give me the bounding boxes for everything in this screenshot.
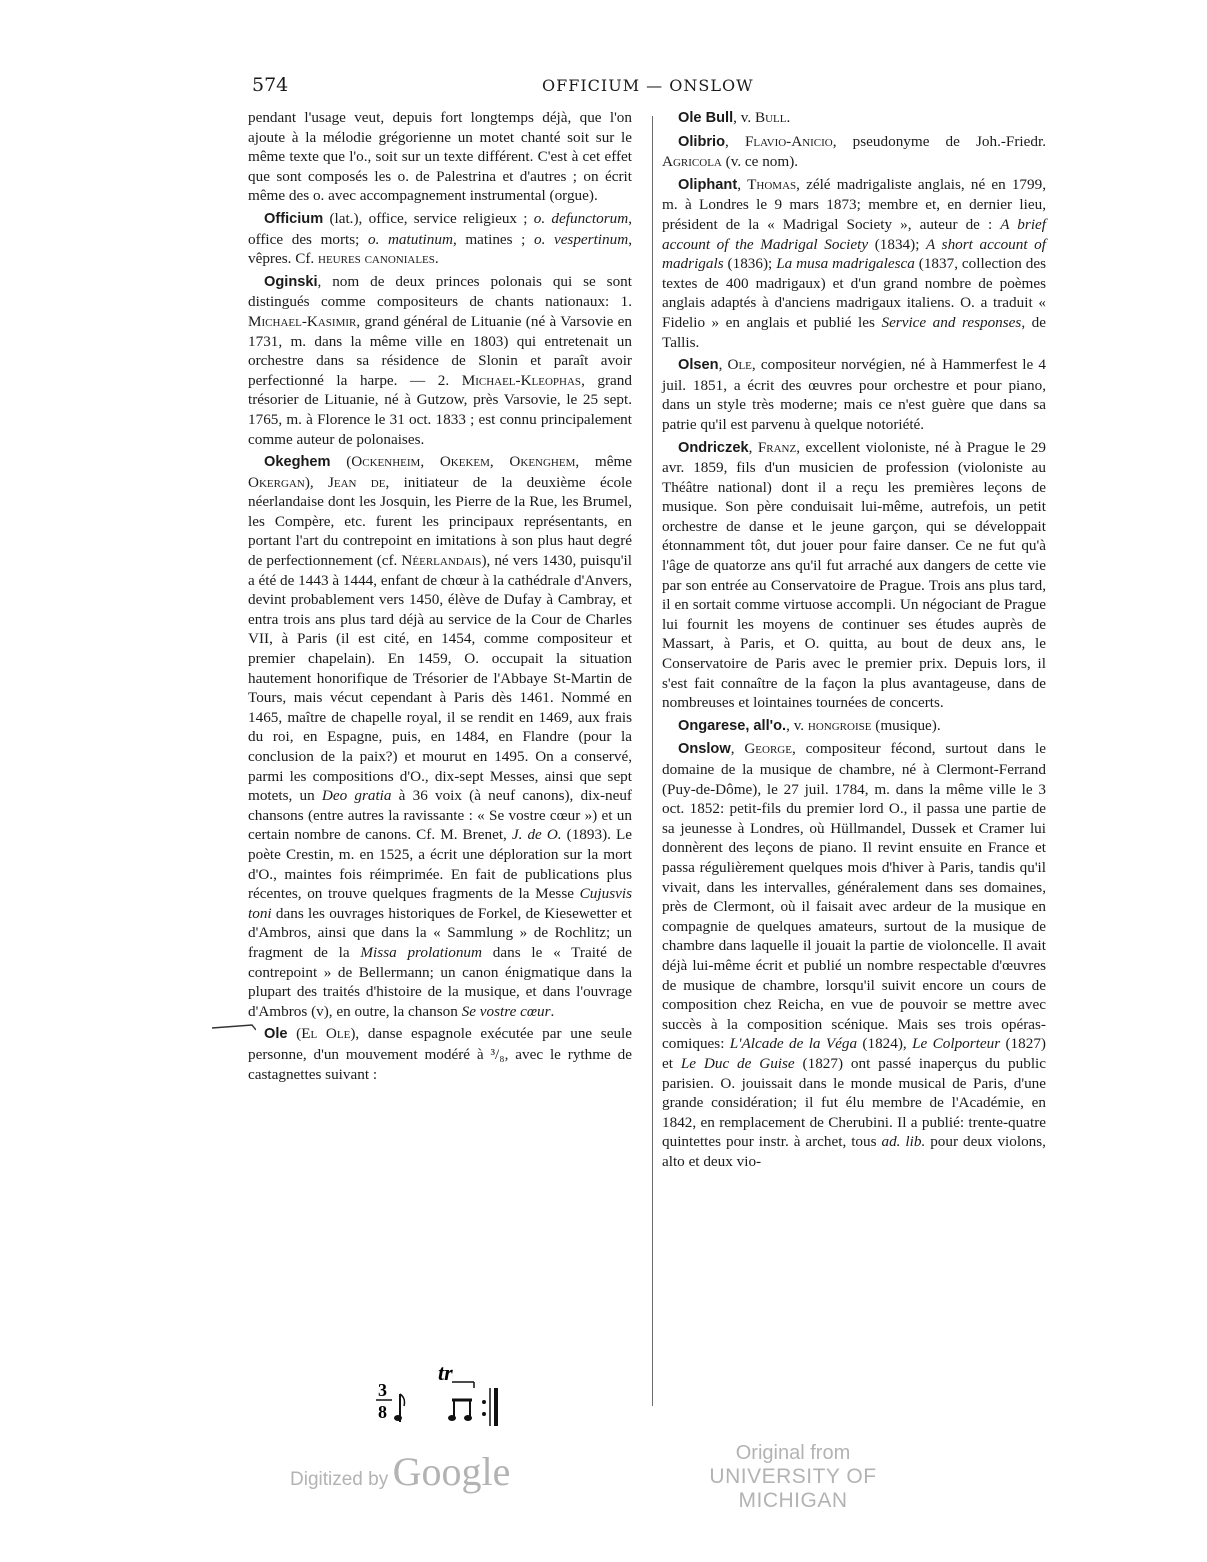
entry-ole-bull xyxy=(662,108,1046,129)
entry-name: El Ole xyxy=(301,1025,351,1043)
entry-text: ), xyxy=(304,473,328,491)
time-signature-denominator: 8 xyxy=(378,1402,387,1422)
headword: Ongarese, all'o. xyxy=(678,717,787,734)
entry-text: , xyxy=(725,132,745,150)
headword: Olibrio xyxy=(678,133,726,150)
entry-okeghem xyxy=(248,452,632,1021)
entry-text: , excellent violoniste, né à Prague le 29 avr. 1859, fils d'un musicien de profession (violoniste au Théâtre national) dont il a reçu les premières leçons de musique. Son père conduisait lui-même, autrefois, un petit orchestre de danse et le jeune garçon, qui se développait étonnamment tôt, dut jouer pour faire danser. Ce ne fut qu'à l'âge de quatorze ans qu'il fut arraché aux dangers de cette vie par son entrée au Conservatoire de Prague. Trois ans plus tard, il en sortait comme virtuose accompli. Un négociant de Prague lui fournit les moyens de continuer ses études auprès de Massart, à Paris, et O. quitta, au bout de deux ans, le Conservatoire de Paris avec le premier prix. Depuis lors, il s'est fait connaître de la façon la plus avantageuse, dans de nombreuses et lointaines tournées de concerts. xyxy=(662,438,1046,712)
entry-italic: Service and responses xyxy=(881,313,1022,331)
entry-text: ), né vers 1430, puisqu'il a été de 1443 à 1444, enfant de chœur à la cathédrale d'Anvers, devint probablement vers 1450, élève de Dufay à Cambray, et entra trois ans plus tard déjà au service de la Cour de Charles VII, à Paris (il est cité, en 1454, comme compositeur et premier chapelain). En 1459, O. occupait la situation hautement honorifique de Trésorier de l'Abbaye St-Martin de Tours, mais vécut cependant à Paris dès 1461. Nommé en 1465, maître de chapelle royal, il se rendit en 1469, aux frais du roi, en Espagne, puis, en 1484, en Flandre (pour la conclusion de la paix?) et mourut en 1495. On a conservé, parmi les compositions d'O., dix-sept Messes, ainsi que sept motets, un xyxy=(248,552,632,805)
entry-text: (1836); xyxy=(723,255,777,273)
entry-name: Michael-Kasimir xyxy=(248,312,357,330)
entry-text: , nom de deux princes polonais qui se sont distingués comme compositeurs de chants nationaux: 1. xyxy=(248,272,632,311)
google-wordmark: Google xyxy=(392,1449,511,1494)
cross-reference: heures canoniales xyxy=(318,250,435,268)
entry-italic: o. matutinum xyxy=(367,230,453,248)
entry-text: , v. xyxy=(733,109,755,126)
entry-text: , avec le rythme de castagnettes suivant : xyxy=(248,1045,632,1083)
entry-text: , grand général de Lituanie (né à Varsovie en 1731, m. dans la même ville en 1803) qui entretenait un orchestre dans sa résidence de Slonin et paraît avoir perfectionné la harpe. — 2. xyxy=(248,312,632,389)
note-head xyxy=(464,1415,472,1421)
entry-italic: Cujusvis toni xyxy=(248,885,632,922)
entry-text: , compositeur fécond, surtout dans le domaine de la musique de chambre, né à Clermont-Ferrand (Puy-de-Dôme), le 27 juil. 1784, m. dans la même ville le 3 oct. 1852: petit-fils du premier lord O., il passa une partie de sa jeunesse à Londres, où Hüllmandel, Dussek et Cramer lui donnèrent des leçons de piano. Il revint ensuite en France et passa régulièrement quelques mois d'hiver à Paris, tandis qu'il vivait, dans les intervalles, généralement dans ses domaines, près de Clermont, où il faisait avec ardeur de la musique en compagnie de quelques amateurs, surtout de la musique de chambre dans laquelle il jouait la partie de violoncelle. Il avait déjà lui-même écrit et publié un nombre respectable d'œuvres de musique de chambre, lorsqu'il suivit encore un cours de composition chez Reicha, en vue de pouvoir se mettre avec succès à la composition scénique. Mais ses trois opéras-comiques: xyxy=(662,740,1046,1053)
entry-text: , grand trésorier de Lituanie, né à Gutzow, près Varsovie, le 25 sept. 1765, m. à Florence le 31 oct. 1833 ; est connu principalement comme auteur de polonaises. xyxy=(248,371,632,448)
watermark-digitized-label: Digitized by xyxy=(290,1469,389,1490)
entry-text: . xyxy=(550,1002,555,1020)
page-number: 574 xyxy=(252,74,289,96)
entry-olsen xyxy=(662,355,1046,434)
entry-italic: Deo gratia xyxy=(321,787,392,805)
entry-italic: Le Duc de Guise xyxy=(680,1054,795,1072)
entry-onslow xyxy=(662,739,1046,1171)
entry-italic: o. vespertinum xyxy=(533,230,629,248)
entry-text: (1893). Le poète Crestin, m. en 1525, a écrit une déploration sur la mort d'O., maintes fois réimprimée. En fait de publications plus récentes, on trouve quelques fragments de la Messe xyxy=(248,826,632,903)
entry-text: (1827) et xyxy=(662,1035,1046,1072)
entry-text: (v. ce nom). xyxy=(721,153,799,171)
entry-text: (musique). xyxy=(871,716,941,734)
entry-text: . xyxy=(434,250,439,268)
entry-italic: o. defunctorum xyxy=(533,209,629,227)
entry-name: Ole xyxy=(727,356,752,374)
entry-name: Michael-Kleophas xyxy=(461,371,582,389)
repeat-dot xyxy=(482,1400,486,1404)
entry-text: , v. xyxy=(786,716,808,734)
entry-name: Thomas xyxy=(747,175,797,193)
margin-pencil-mark xyxy=(212,1018,256,1032)
headword: Oginski xyxy=(264,273,318,290)
entry-text: ( xyxy=(287,1025,302,1043)
left-column xyxy=(248,108,632,1087)
cross-reference: Bull xyxy=(754,109,787,126)
note-head xyxy=(394,1415,402,1421)
castanet-rhythm-notation xyxy=(370,1360,510,1430)
cross-reference: Agricola xyxy=(662,153,722,171)
headword: Ole xyxy=(264,1026,288,1043)
entry-text: . xyxy=(786,109,791,126)
continuation-paragraph: pendant l'usage veut, depuis fort longtemps déjà, que l'on ajoute à la mélodie grégorienne un motet chanté soit sur le même texte que l'o., soit sur un texte différent. C'est à cet effet que sont composés les o. de Palestrina et d'autres ; on écrit même des o. avec accompagnement instrumental (orgue). xyxy=(248,109,632,205)
entry-name: Okergan xyxy=(248,473,305,491)
entry-ondriczek xyxy=(662,438,1046,713)
entry-text: , vêpres. Cf. xyxy=(248,230,632,268)
time-signature-numerator: 3 xyxy=(378,1380,387,1400)
entry-name: Franz xyxy=(757,438,797,456)
entry-italic: Le Colporteur xyxy=(912,1035,1001,1053)
entry-text: , office des morts; xyxy=(248,209,632,248)
headword: Officium xyxy=(264,210,324,227)
digitized-by-google-watermark xyxy=(290,1448,510,1495)
entry-name: Flavio-Anicio xyxy=(744,132,833,150)
entry-text: (1827) ont passé inaperçus du public parisien. O. jouissait dans le monde musical de Paris, d'une grande considération; il fut élu membre de l'Académie, en 1842, en remplacement de Cherubini. Il a publié: trente-quatre quintettes pour instr. à archet, tous xyxy=(662,1054,1046,1151)
headword: Okeghem xyxy=(264,454,331,471)
entry-text: , xyxy=(730,740,745,758)
repeat-dot xyxy=(482,1412,486,1416)
entry-name: Ockenheim, Okekem, Okenghem xyxy=(351,453,576,471)
entry-text: dans les ouvrages historiques de Forkel, de Kiesewetter et d'Ambros, ainsi que dans la « Sammlung » de Rochlitz; un fragment de la xyxy=(248,904,632,961)
entry-oliphant xyxy=(662,175,1046,352)
entry-text: (1837, collection des textes de 400 madrigaux) et d'un grand nombre de poèmes anglais adaptés à d'anciens madrigaux italiens. O. a traduit « Fidelio » en anglais et publié les xyxy=(662,255,1046,331)
watermark-university-label: UNIVERSITY OF MICHIGAN xyxy=(709,1465,877,1512)
entry-text: , xyxy=(748,438,758,456)
note-head xyxy=(448,1415,456,1421)
entry-text: , xyxy=(737,175,748,193)
entry-olibrio xyxy=(662,132,1046,172)
entry-text: , pseudonyme de Joh.-Friedr. xyxy=(832,132,1046,150)
running-head: OFFICIUM — ONSLOW xyxy=(542,76,754,95)
entry-text: , même xyxy=(575,453,633,471)
entry-text: , de Tallis. xyxy=(662,313,1047,351)
entry-italic: A short account of madrigals xyxy=(662,235,1046,273)
entry-name: George xyxy=(744,740,792,758)
entry-ole xyxy=(248,1024,632,1084)
entry-text: (lat.), office, service religieux ; xyxy=(323,209,534,227)
entry-officium xyxy=(248,209,632,269)
column-divider xyxy=(652,116,653,1406)
cross-reference: hongroise xyxy=(807,716,872,734)
entry-italic: ad. lib. xyxy=(881,1133,926,1151)
entry-ongarese xyxy=(662,716,1046,737)
entry-italic: A brief account of the Madrigal Society xyxy=(662,215,1046,253)
entry-text: ( xyxy=(330,453,352,471)
watermark-original-label: Original from xyxy=(735,1442,851,1464)
entry-name: Jean de xyxy=(327,473,386,491)
headword: Onslow xyxy=(678,741,731,758)
entry-text: , xyxy=(718,356,728,374)
headword: Ole Bull xyxy=(678,110,734,126)
entry-text: ), danse espagnole exécutée par une seule personne, d'un mouvement modéré à xyxy=(248,1025,633,1063)
headword: Ondriczek xyxy=(678,439,749,456)
entry-italic: J. de O. xyxy=(511,826,562,844)
time-signature-fraction: ³/₈ xyxy=(490,1045,505,1063)
entry-italic: La musa madrigalesca xyxy=(776,255,915,273)
entry-text: (1834); xyxy=(868,235,927,253)
original-from-watermark xyxy=(668,1442,918,1513)
entry-text: , matines ; xyxy=(452,230,534,248)
entry-text: (1824), xyxy=(857,1035,913,1053)
entry-text: , compositeur norvégien, né à Hammerfest le 4 juil. 1851, a écrit des œuvres pour orchestre et pour piano, dans un style très moderne; mais ce n'est guère que dans sa patrie qu'il est parvenu à quelque notoriété. xyxy=(662,356,1046,433)
trill-mark: tr xyxy=(438,1360,453,1385)
entry-text: pour deux violons, alto et deux vio- xyxy=(662,1133,1046,1170)
entry-text: , zélé madrigaliste anglais, né en 1799, m. à Londres le 9 mars 1873; membre et, en dernier lieu, président de la « Madrigal Society », auteur de : xyxy=(662,175,1047,233)
entry-text: , initiateur de la deuxième école néerlandaise dont les Josquin, les Pierre de la Rue, les Brumel, les Compère, etc. furent les principaux représentants, en portant l'art du contrepoint en imitations à son plus haut degré de perfectionnement (cf. xyxy=(248,473,633,570)
headword: Oliphant xyxy=(678,176,738,193)
entry-italic: Se vostre cœur xyxy=(461,1002,551,1020)
entry-text: dans le « Traité de contrepoint » de Bellermann; un canon énigmatique dans la plupart des traités d'histoire de la musique, et dans l'ouvrage d'Ambros (v), en outre, la chanson xyxy=(248,943,632,1020)
entry-oginski xyxy=(248,272,632,449)
entry-italic: Missa prolationum xyxy=(360,943,482,961)
cross-reference: Néerlandais xyxy=(401,552,482,570)
headword: Olsen xyxy=(678,357,719,374)
entry-italic: L'Alcade de la Véga xyxy=(729,1035,858,1053)
entry-text: à 36 voix (à neuf canons), dix-neuf chansons (entre autres la ravissante : « Se vostre cœur ») et un certain nombre de canons. Cf. M. Brenet, xyxy=(248,787,632,844)
right-column xyxy=(662,108,1046,1174)
